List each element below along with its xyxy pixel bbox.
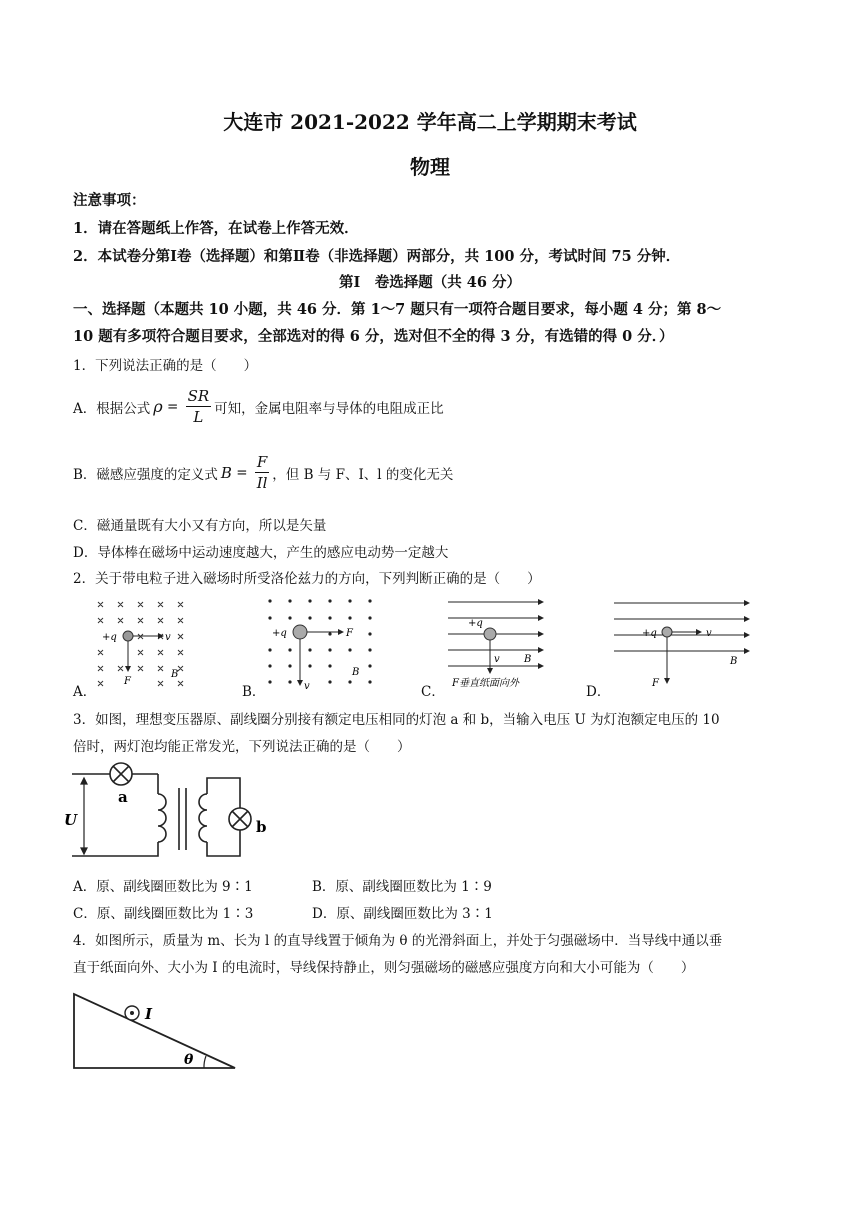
charge-particle	[293, 625, 307, 639]
q1-option-a-numerator: SR	[187, 387, 210, 405]
charge-particle	[123, 631, 133, 641]
q2-figure-d	[612, 598, 754, 693]
label-v: v	[494, 654, 500, 665]
label-charge: +q	[468, 618, 483, 629]
subject-title: 物理	[410, 155, 450, 179]
section-heading: 第Ⅰ 卷选择题（共 46 分）	[338, 274, 522, 291]
q3-option-c: C．原、副线圈匝数比为 1∶3	[73, 906, 254, 922]
label-B: B	[352, 667, 360, 678]
lamp-b-icon	[229, 808, 251, 830]
velocity-arrowhead-icon	[297, 680, 303, 686]
q1-option-a-denominator: L	[193, 408, 204, 426]
label-v: v	[304, 681, 310, 691]
current-out-of-page-icon	[125, 1006, 139, 1020]
q1-option-b-prefix: B．磁感应强度的定义式	[73, 466, 218, 483]
q2-option-d: D．	[586, 684, 611, 700]
charge-particle	[484, 628, 496, 640]
label-v: v	[706, 628, 712, 639]
voltage-arrow	[81, 778, 87, 854]
q1-option-a-prefix: A．根据公式	[73, 400, 151, 417]
q3-transformer-figure	[62, 760, 277, 865]
q1-option-b	[73, 453, 453, 492]
label-charge: +q	[642, 628, 657, 639]
field-line-arrowheads	[744, 600, 750, 654]
q1-option-b-fraction	[255, 453, 269, 492]
label-a: a	[118, 788, 128, 806]
q4-stem-line-2: 直于纸面向外、大小为 I 的电流时，导线保持静止，则匀强磁场的磁感应强度方向和大小可能为（ ）	[73, 960, 695, 976]
q2-figure-c	[446, 596, 551, 691]
q1-option-a	[73, 387, 444, 426]
incline-triangle	[74, 994, 235, 1068]
q1-option-a-eq: =	[162, 398, 183, 415]
notice-heading: 注意事项：	[73, 192, 146, 209]
field-lines	[614, 603, 744, 651]
q2-figure-a	[92, 598, 197, 693]
q3-stem-line-2: 倍时，两灯泡均能正常发光，下列说法正确的是（ ）	[73, 739, 411, 755]
q4-incline-figure	[70, 990, 245, 1075]
velocity-arrowhead-icon	[696, 629, 702, 635]
label-B: B	[524, 654, 532, 665]
q1-stem: 1．下列说法正确的是（ ）	[73, 358, 258, 374]
label-b: b	[256, 818, 267, 836]
q1-option-b-eq: =	[231, 464, 252, 481]
force-arrowhead-icon	[338, 629, 344, 635]
notice-item-1: 1．请在答题纸上作答，在试卷上作答无效．	[73, 220, 359, 237]
label-B: B	[730, 656, 738, 667]
q1-option-b-numerator: F	[256, 453, 268, 471]
q1-option-b-var: B	[220, 463, 232, 482]
label-F: F	[346, 628, 353, 639]
q2-option-b: B．	[242, 684, 266, 700]
notice-item-2: 2．本试卷分第Ⅰ卷（选择题）和第Ⅱ卷（非选择题）两部分，共 100 分，考试时间 75 分钟．	[73, 248, 681, 265]
exam-title: 大连市 2021-2022 学年高二上学期期末考试	[223, 110, 637, 134]
angle-arc	[204, 1056, 206, 1068]
q1-option-a-rho: ρ	[153, 397, 163, 416]
label-charge: +q	[102, 632, 117, 643]
section-instructions-line-2: 10 题有多项符合题目要求，全部选对的得 6 分，选对但不全的得 3 分，有选错的得 0 分．）	[73, 328, 674, 345]
figure-c-caption: F垂直纸面向外	[452, 678, 519, 689]
q2-stem: 2．关于带电粒子进入磁场时所受洛伦兹力的方向，下列判断正确的是（ ）	[73, 571, 541, 587]
force-arrowhead-icon	[664, 678, 670, 684]
label-F: F	[652, 678, 659, 689]
q3-option-b: B．原、副线圈匝数比为 1∶9	[312, 879, 492, 895]
velocity-arrowhead-icon	[158, 633, 164, 639]
q3-option-d: D．原、副线圈匝数比为 3∶1	[312, 906, 493, 922]
lamp-a-icon	[110, 763, 132, 785]
q1-option-d: D．导体棒在磁场中运动速度越大，产生的感应电动势一定越大	[73, 545, 449, 561]
q3-option-a: A．原、副线圈匝数比为 9∶1	[73, 879, 253, 895]
q1-option-a-fraction	[186, 387, 212, 426]
label-U: U	[64, 811, 78, 829]
field-line-arrowheads	[538, 599, 544, 669]
q4-stem-line-1: 4．如图所示，质量为 m、长为 l 的直导线置于倾角为 θ 的光滑斜面上，并处于匀强磁场中．当导线中通以垂	[73, 933, 723, 949]
q2-option-a: A．	[73, 684, 97, 700]
force-arrowhead-icon	[125, 666, 131, 672]
charge-particle	[662, 627, 672, 637]
primary-circuit	[72, 774, 166, 856]
q3-stem-line-1: 3．如图，理想变压器原、副线圈分别接有额定电压相同的灯泡 a 和 b，当输入电压 U 为灯泡额定电压的 10	[73, 712, 720, 728]
label-B: B	[171, 669, 179, 680]
q1-option-b-suffix: ，但 B 与 F、I、l 的变化无关	[272, 466, 454, 483]
label-I: I	[145, 1005, 153, 1023]
velocity-arrowhead-icon	[487, 668, 493, 674]
section-instructions-line-1: 一、选择题（本题共 10 小题，共 46 分．第 1～7 题只有一项符合题目要求，每小题 4 分；第 8～	[73, 301, 722, 318]
q1-option-a-suffix: 可知，金属电阻率与导体的电阻成正比	[214, 400, 444, 417]
label-theta: θ	[184, 1052, 194, 1068]
label-F: F	[124, 676, 131, 687]
transformer-core	[179, 788, 186, 850]
q2-figure-b	[262, 596, 377, 691]
label-charge: +q	[272, 628, 287, 639]
q1-option-c: C．磁通量既有大小又有方向，所以是矢量	[73, 518, 327, 534]
label-v: v	[165, 632, 171, 643]
q1-option-b-denominator: Il	[256, 474, 268, 492]
q2-option-c: C．	[421, 684, 445, 700]
